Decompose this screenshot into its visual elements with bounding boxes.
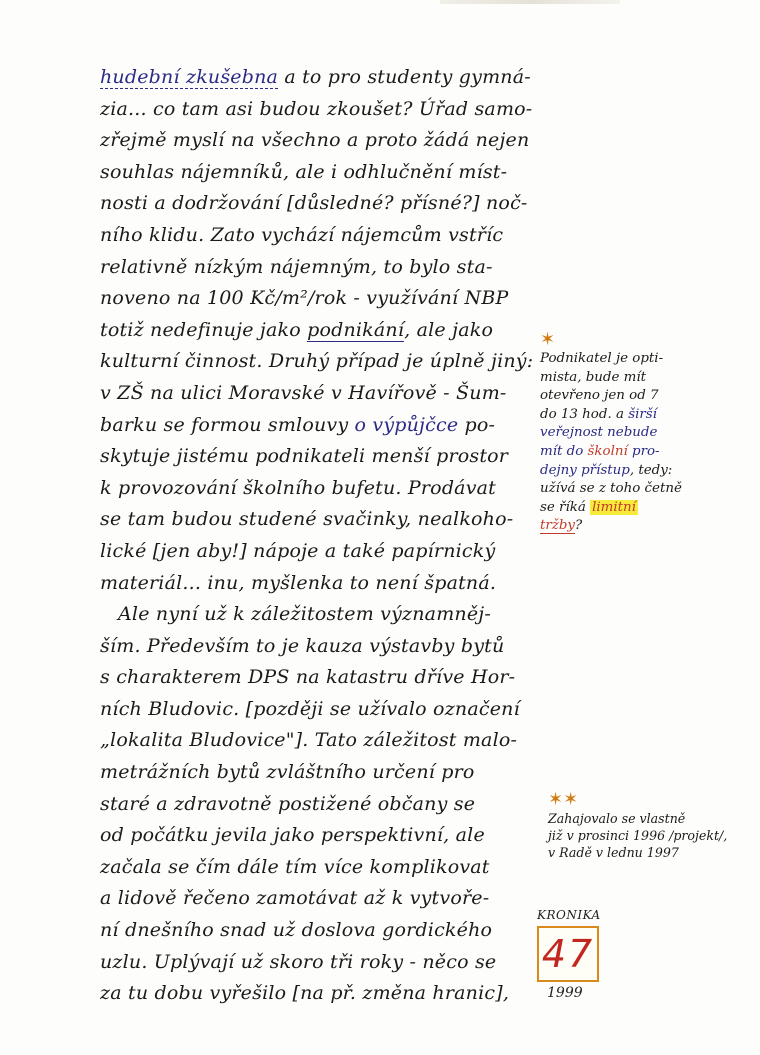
main-text-column	[100, 62, 540, 1010]
text-line-16: lické [jen aby!] nápoje a také papírnický	[100, 539, 496, 562]
text-line-12: barku se formou smlouvy o výpůjčce po-	[100, 413, 496, 436]
text-line-15: se tam budou studené svačinky, nealkoho-	[100, 508, 514, 531]
text-line-6: ního klidu. Zato vychází nájemcům vstříc	[100, 223, 504, 246]
text-line-27: a lidově řečeno zamotávat až k vytvoře-	[100, 887, 490, 910]
text-line-8: noveno na 100 Kč/m²/rok - využívání NBP	[100, 287, 509, 310]
note-line: dejny přístup, tedy:	[540, 462, 673, 478]
text-line-23: metrážních bytů zvláštního určení pro	[100, 761, 475, 784]
note-line: mista, bude mít	[540, 369, 647, 385]
text-line-5: nosti a dodržování [důsledné? přísné?] noč-	[100, 192, 528, 215]
text-line-11: v ZŠ na ulici Moravské v Havířově - Šum-	[100, 381, 507, 404]
note-line: mít do školní pro-	[540, 443, 660, 459]
page-top-edge	[440, 0, 620, 4]
note-line: již v prosinci 1996 /projekt/,	[548, 828, 728, 843]
highlighted-term: limitní	[592, 499, 636, 515]
text-line-29: uzlu. Uplývají už skoro tři roky - něco se	[100, 950, 497, 973]
text-line-13: skytuje jistému podnikateli menší prostor	[100, 445, 509, 468]
text-line-18: Ale nyní už k záležitostem významněj-	[118, 603, 492, 626]
text-line-22: „lokalita Bludovice"]. Tato záležitost malo-	[100, 729, 518, 752]
text-line-4: souhlas nájemníků, ale i odhlučnění míst-	[100, 160, 508, 183]
margin-note-1	[540, 330, 730, 536]
text-line-14: k provozování školního bufetu. Prodávat	[100, 476, 497, 499]
note-line: do 13 hod. a širší	[540, 406, 657, 422]
note-line: v Radě v lednu 1997	[548, 845, 679, 860]
stamp-year: 1999	[547, 985, 583, 1001]
note-line: veřejnost nebude	[540, 425, 658, 441]
text-line-26: začala se čím dále tím více komplikovat	[100, 855, 490, 878]
underlined-word: podnikání	[307, 318, 405, 341]
text-line-30: za tu dobu vyřešilo [na př. změna hranic],	[100, 982, 510, 1005]
asterisk-icon: ✶	[540, 329, 556, 350]
note-line: užívá se z toho četně	[540, 481, 682, 497]
double-asterisk-icon: ✶✶	[548, 789, 579, 810]
note-line: se říká limitní	[540, 499, 636, 515]
text-line-1: hudební zkušebna a to pro studenty gymná-	[100, 66, 531, 88]
page-number: 47	[541, 932, 595, 976]
highlighted-phrase: hudební zkušebna	[100, 66, 279, 88]
highlighted-phrase: o výpůjčce	[354, 413, 459, 436]
text-line-28: ní dnešního snad už doslova gordického	[100, 919, 493, 942]
text-line-17: materiál... inu, myšlenka to není špatná.	[100, 571, 497, 594]
note-line: Zahajovalo se vlastně	[548, 811, 686, 826]
margin-note-2	[548, 790, 738, 861]
page-number-box	[537, 926, 599, 982]
text-line-9: totiž nedefinuje jako podnikání, ale jako	[100, 318, 494, 341]
stamp-label: KRONIKA	[537, 908, 601, 922]
text-line-19: ším. Především to je kauza výstavby bytů	[100, 634, 505, 657]
text-line-10: kulturní činnost. Druhý případ je úplně jiný:	[100, 350, 534, 373]
text-line-24: staré a zdravotně postižené občany se	[100, 792, 476, 815]
text-line-2: zia... co tam asi budou zkoušet? Úřad samo-	[100, 97, 533, 120]
text-line-25: od počátku jevila jako perspektivní, ale	[100, 824, 485, 847]
note-line: Podnikatel je opti-	[540, 351, 664, 366]
note-line: otevřeno jen od 7	[540, 388, 659, 404]
text-line-21: ních Bludovic. [později se užívalo označení	[100, 697, 520, 720]
text-line-20: s charakterem DPS na katastru dříve Hor-	[100, 666, 516, 689]
text-line-7: relativně nízkým nájemným, to bylo sta-	[100, 255, 493, 278]
text-line-3: zřejmě myslí na všechno a proto žádá nejen	[100, 129, 530, 152]
note-line: tržby?	[540, 518, 583, 534]
chronicle-page-stamp	[527, 908, 607, 1000]
